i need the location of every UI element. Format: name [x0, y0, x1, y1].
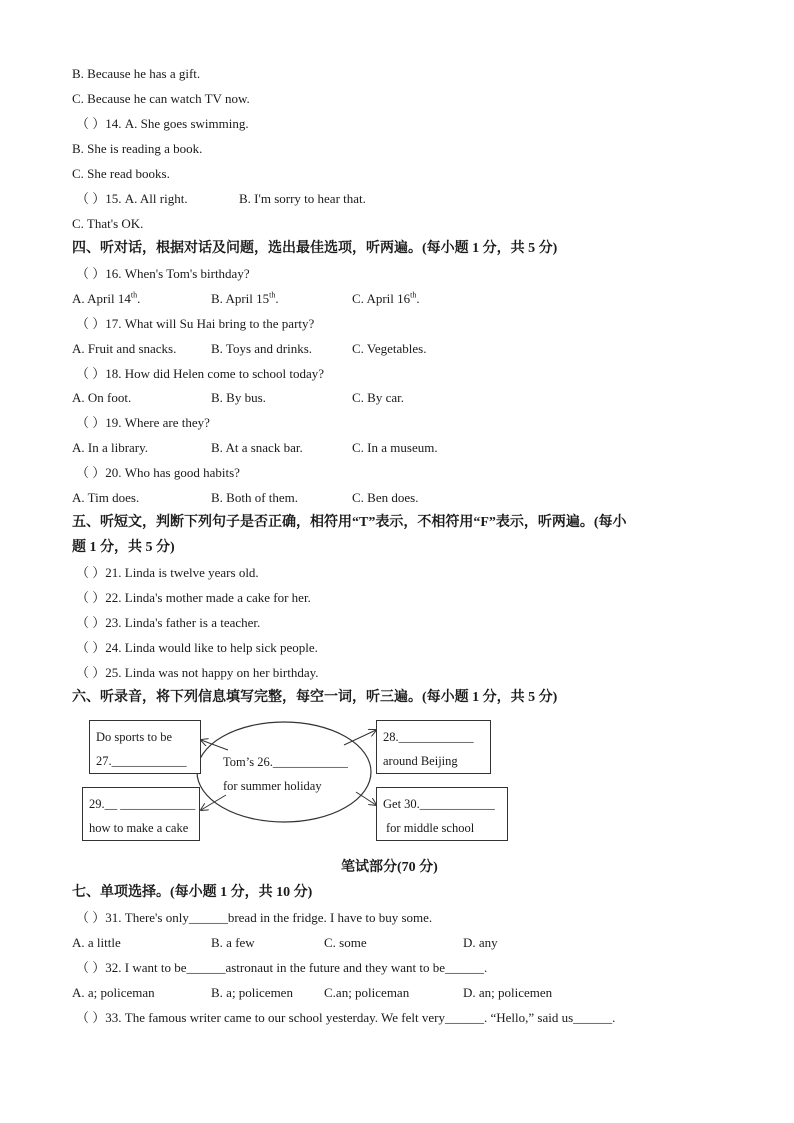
- section5-heading: 五、听短文，判断下列句子是否正确，相符用“T”表示，不相符用“F”表示，听两遍。(每小: [72, 515, 627, 530]
- q19-option-c: C. In a museum.: [352, 440, 438, 455]
- q32-option-c: C.an; policeman: [324, 985, 410, 1000]
- q17-option-a: A. Fruit and snacks.: [72, 341, 177, 356]
- q33-stem: （ ）33. The famous writer came to our school yesterday. We felt very______. “Hello,” said us______.: [76, 1010, 616, 1025]
- q32-option-b: B. a; policemen: [211, 985, 293, 1000]
- q31-option-d: D. any: [463, 935, 498, 950]
- q20-option-b: B. Both of them.: [211, 490, 299, 505]
- box-top-left: [89, 720, 201, 774]
- q17-option-c: C. Vegetables.: [352, 341, 427, 356]
- q18-stem: （ ）18. How did Helen come to school today?: [76, 366, 325, 381]
- q14-option-b: B. She is reading a book.: [72, 141, 203, 156]
- q19-stem: （ ）19. Where are they?: [76, 415, 210, 430]
- written-part-title: 笔试部分(70 分): [341, 860, 438, 875]
- q15-option-c: C. That's OK.: [72, 216, 144, 231]
- q20-stem: （ ）20. Who has good habits?: [76, 465, 240, 480]
- box-bottom-right: [376, 787, 508, 841]
- box-br-line2: for middle school: [386, 821, 475, 835]
- box-br-blank30: Get 30.____________: [383, 797, 495, 811]
- q14-option-c: C. She read books.: [72, 166, 170, 181]
- q23-stem: （ ）23. Linda's father is a teacher.: [76, 615, 261, 630]
- q19-option-b: B. At a snack bar.: [211, 440, 303, 455]
- q20-option-c: C. Ben does.: [352, 490, 419, 505]
- q16-option-b: B. April 15th.: [211, 290, 279, 306]
- q31-option-a: A. a little: [72, 935, 121, 950]
- q25-stem: （ ）25. Linda was not happy on her birthday.: [76, 665, 319, 680]
- q15-option-b: B. I'm sorry to hear that.: [239, 191, 366, 206]
- q21-stem: （ ）21. Linda is twelve years old.: [76, 565, 259, 580]
- center-blank26: Tom’s 26.____________: [223, 755, 348, 769]
- q18-option-b: B. By bus.: [211, 390, 266, 405]
- center-ellipse: [197, 722, 371, 822]
- center-line2: for summer holiday: [223, 779, 322, 793]
- arrow-top-right: [344, 730, 376, 745]
- q17-option-b: B. Toys and drinks.: [211, 341, 313, 356]
- q14-stem: （ ）14. A. She goes swimming.: [76, 116, 249, 131]
- box-bl-blank29: 29.__ ____________: [89, 797, 196, 811]
- q16-option-a: A. April 14th.: [72, 290, 141, 306]
- q16-option-c: C. April 16th.: [352, 290, 420, 306]
- box-tr-line2: around Beijing: [383, 754, 458, 768]
- section4-heading: 四、听对话，根据对话及问题，选出最佳选项，听两遍。(每小题 1 分，共 5 分): [72, 241, 558, 256]
- arrow-bottom-right: [356, 792, 376, 805]
- q31-option-c: C. some: [324, 935, 367, 950]
- q31-stem: （ ）31. There's only______bread in the fridge. I have to buy some.: [76, 910, 433, 925]
- q24-stem: （ ）24. Linda would like to help sick people.: [76, 640, 318, 655]
- section7-heading: 七、单项选择。(每小题 1 分，共 10 分): [72, 885, 313, 900]
- box-top-right: [376, 720, 491, 774]
- q17-stem: （ ）17. What will Su Hai bring to the party?: [76, 316, 315, 331]
- q19-option-a: A. In a library.: [72, 440, 149, 455]
- q31-option-b: B. a few: [211, 935, 255, 950]
- box-bl-line2: how to make a cake: [89, 821, 189, 835]
- section5-heading-cont: 题 1 分，共 5 分): [72, 540, 175, 555]
- q32-option-d: D. an; policemen: [463, 985, 553, 1000]
- q13-option-b: B. Because he has a gift.: [72, 66, 201, 81]
- box-tl-line1: Do sports to be: [96, 730, 173, 744]
- box-bottom-left: [82, 787, 200, 841]
- box-tr-blank28: 28.____________: [383, 730, 474, 744]
- q16-stem: （ ）16. When's Tom's birthday?: [76, 266, 250, 281]
- q15-stem: （ ）15. A. All right.: [76, 191, 188, 206]
- q18-option-a: A. On foot.: [72, 390, 132, 405]
- q32-stem: （ ）32. I want to be______astronaut in the future and they want to be______.: [76, 960, 488, 975]
- box-tl-blank27: 27.____________: [96, 754, 187, 768]
- q20-option-a: A. Tim does.: [72, 490, 140, 505]
- q22-stem: （ ）22. Linda's mother made a cake for her.: [76, 590, 311, 605]
- q18-option-c: C. By car.: [352, 390, 404, 405]
- q32-option-a: A. a; policeman: [72, 985, 155, 1000]
- section6-heading: 六、听录音，将下列信息填写完整，每空一词，听三遍。(每小题 1 分，共 5 分): [72, 690, 558, 705]
- q13-option-c: C. Because he can watch TV now.: [72, 91, 250, 106]
